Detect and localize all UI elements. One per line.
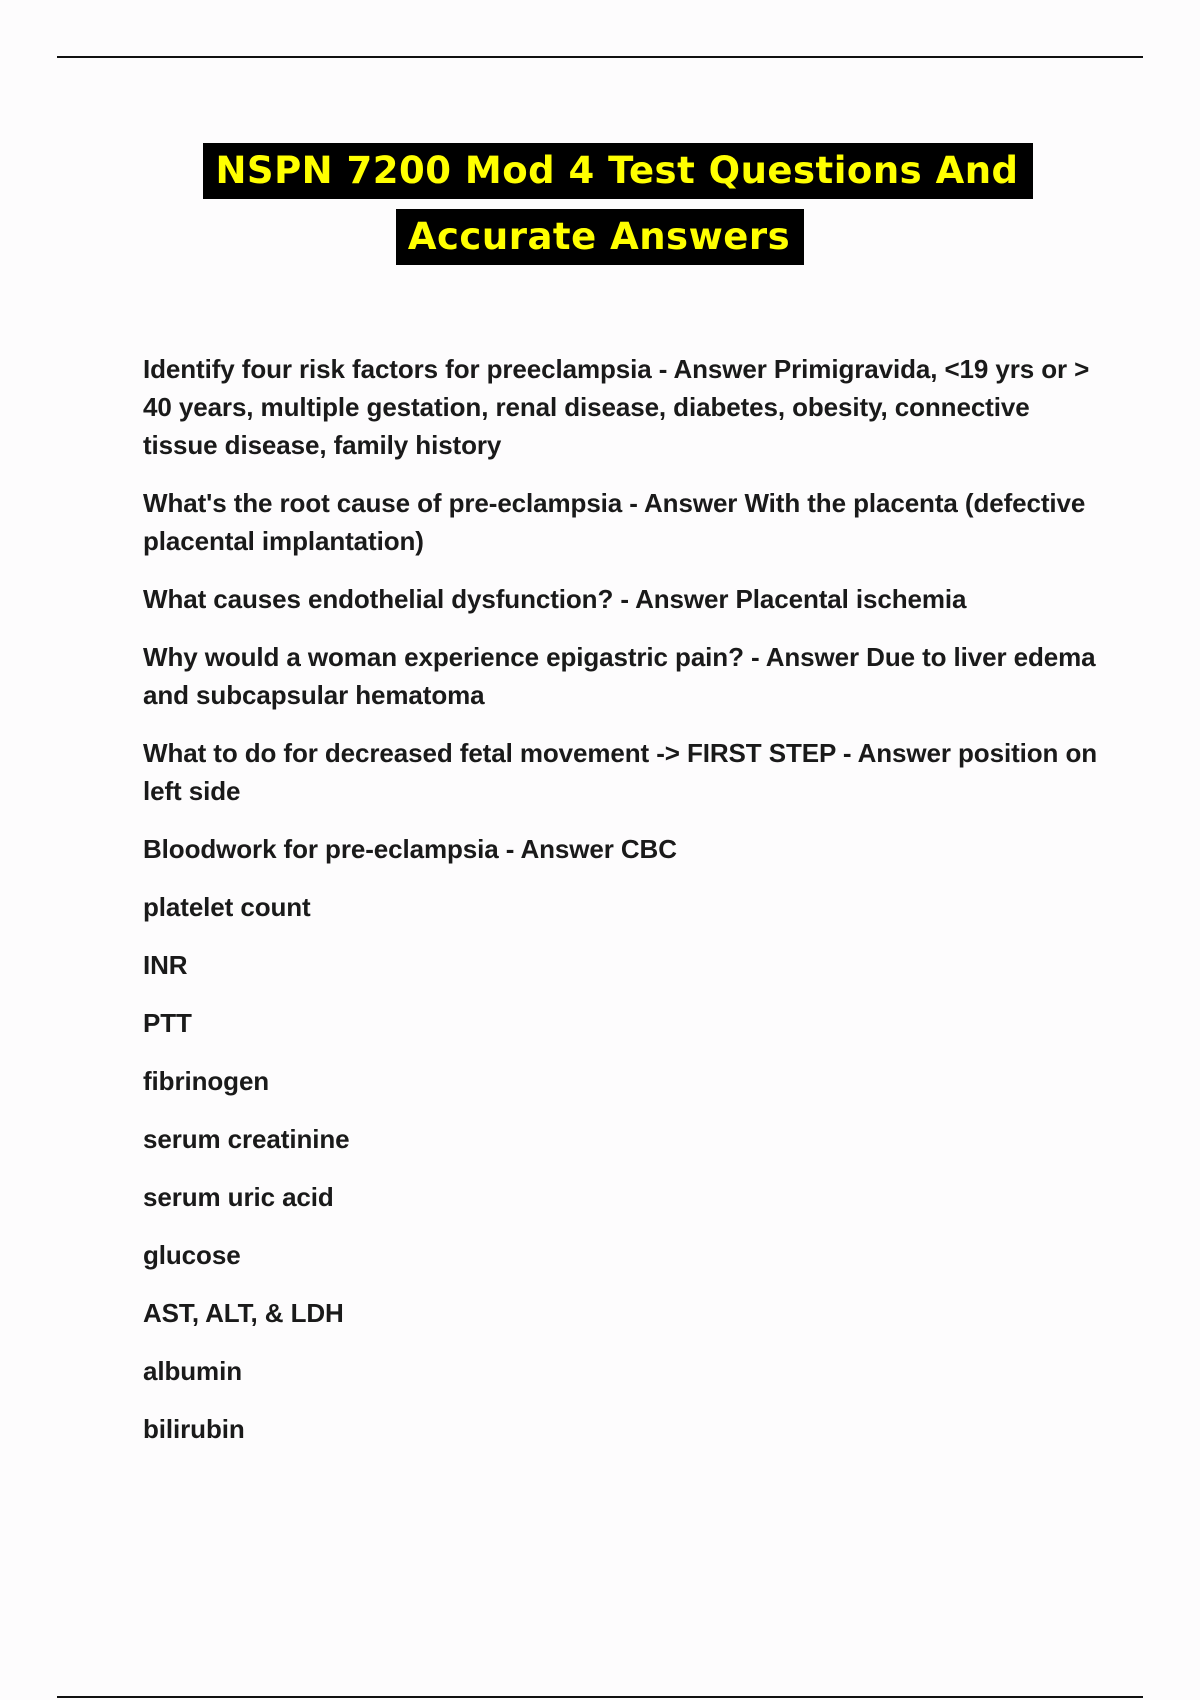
list-item: INR [143,950,188,980]
title-line-1: NSPN 7200 Mod 4 Test Questions And [203,143,1032,199]
qa-entry: Why would a woman experience epigastric pain? - Answer Due to liver edema and subcapsular hematoma [143,642,1096,710]
title-line-2: Accurate Answers [396,209,804,265]
list-item: bilirubin [143,1414,245,1444]
bottom-divider [57,1696,1143,1698]
list-item: serum creatinine [143,1124,350,1154]
list-item: AST, ALT, & LDH [143,1298,344,1328]
qa-list [143,350,1103,1468]
top-divider [57,56,1143,58]
list-item: PTT [143,1008,192,1038]
qa-entry: Identify four risk factors for preeclampsia - Answer Primigravida, <19 yrs or > 40 years, multiple gestation, renal disease, diabetes, obesity, connective tissue disease, family history [143,354,1090,460]
list-item: serum uric acid [143,1182,334,1212]
qa-entry: Bloodwork for pre-eclampsia - Answer CBC [143,834,677,864]
qa-entry: What causes endothelial dysfunction? - Answer Placental ischemia [143,584,967,614]
document-title [0,143,1200,265]
list-item: fibrinogen [143,1066,270,1096]
list-item: platelet count [143,892,311,922]
qa-entry: What to do for decreased fetal movement -> FIRST STEP - Answer position on left side [143,738,1098,806]
list-item: albumin [143,1356,242,1386]
list-item: glucose [143,1240,241,1270]
qa-entry: What's the root cause of pre-eclampsia - Answer With the placenta (defective placental implantation) [143,488,1086,556]
